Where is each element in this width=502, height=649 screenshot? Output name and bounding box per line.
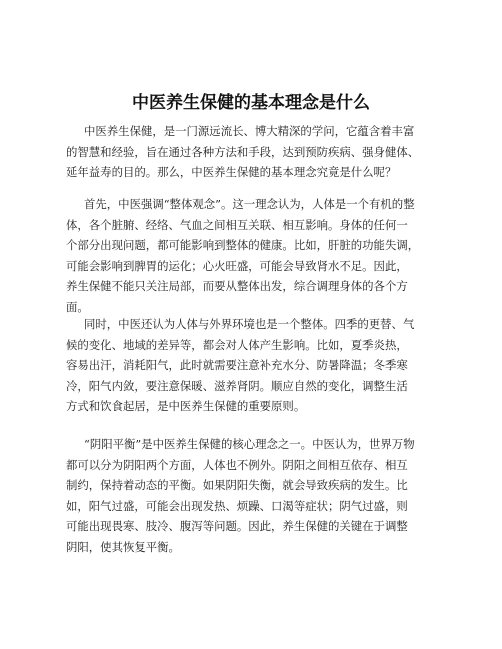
paragraph-line: 中医养生保健，是一门源远流长、博大精深的学问，它蕴含着丰富	[84, 124, 415, 138]
paragraph-line: 个部分出现问题，都可能影响到整体的健康。比如，肝脏的功能失调，	[66, 238, 420, 253]
paragraph-line: 候的变化、地域的差异等，都会对人体产生影响。比如，夏季炎热，	[66, 337, 408, 352]
paragraph-line: 如，阳气过盛，可能会出现发热、烦躁、口渴等症状；阴气过盛，则	[66, 498, 408, 513]
paragraph-line: 的智慧和经验，旨在通过各种方法和手段，达到预防疾病、强身健体、	[66, 144, 420, 159]
page-title: 中医养生保健的基本理念是什么	[132, 93, 370, 113]
paragraph-line: 都可以分为阴阳两个方面，人体也不例外。阴阳之间相互依存、相互	[66, 457, 408, 472]
paragraph-line: 可能会影响到脾胃的运化；心火旺盛，可能会导致肾水不足。因此，	[66, 258, 408, 273]
paragraph-line: 可能出现畏寒、肢冷、腹泻等问题。因此，养生保健的关键在于调整	[66, 519, 408, 534]
paragraph-line: 方式和饮食起居，是中医养生保健的重要原则。	[66, 399, 306, 414]
paragraph-line: 容易出汗，消耗阳气，此时就需要注意补充水分、防暑降温；冬季寒	[66, 358, 408, 373]
paragraph-line: 冷，阳气内敛，要注意保暖、滋养肾阴。顺应自然的变化，调整生活	[66, 378, 408, 393]
paragraph-line: 体，各个脏腑、经络、气血之间相互关联、相互影响。身体的任何一	[66, 217, 408, 232]
paragraph-line: “阴阳平衡”是中医养生保健的核心理念之一。中医认为，世界万物	[84, 437, 415, 451]
paragraph-line: 阴阳，使其恢复平衡。	[66, 540, 180, 554]
paragraph-line: 首先，中医强调“整体观念”。这一理念认为，人体是一个有机的整	[84, 197, 415, 211]
paragraph-line: 同时，中医还认为人体与外界环境也是一个整体。四季的更替、气	[84, 317, 415, 331]
paragraph-line: 养生保健不能只关注局部，而要从整体出发，综合调理身体的各个方	[66, 279, 408, 294]
paragraph-line: 制约，保持着动态的平衡。如果阴阳失衡，就会导致疾病的发生。比	[66, 478, 408, 493]
paragraph-line: 面。	[66, 300, 89, 314]
paragraph-line: 延年益寿的目的。那么，中医养生保健的基本理念究竟是什么呢？	[66, 165, 397, 180]
